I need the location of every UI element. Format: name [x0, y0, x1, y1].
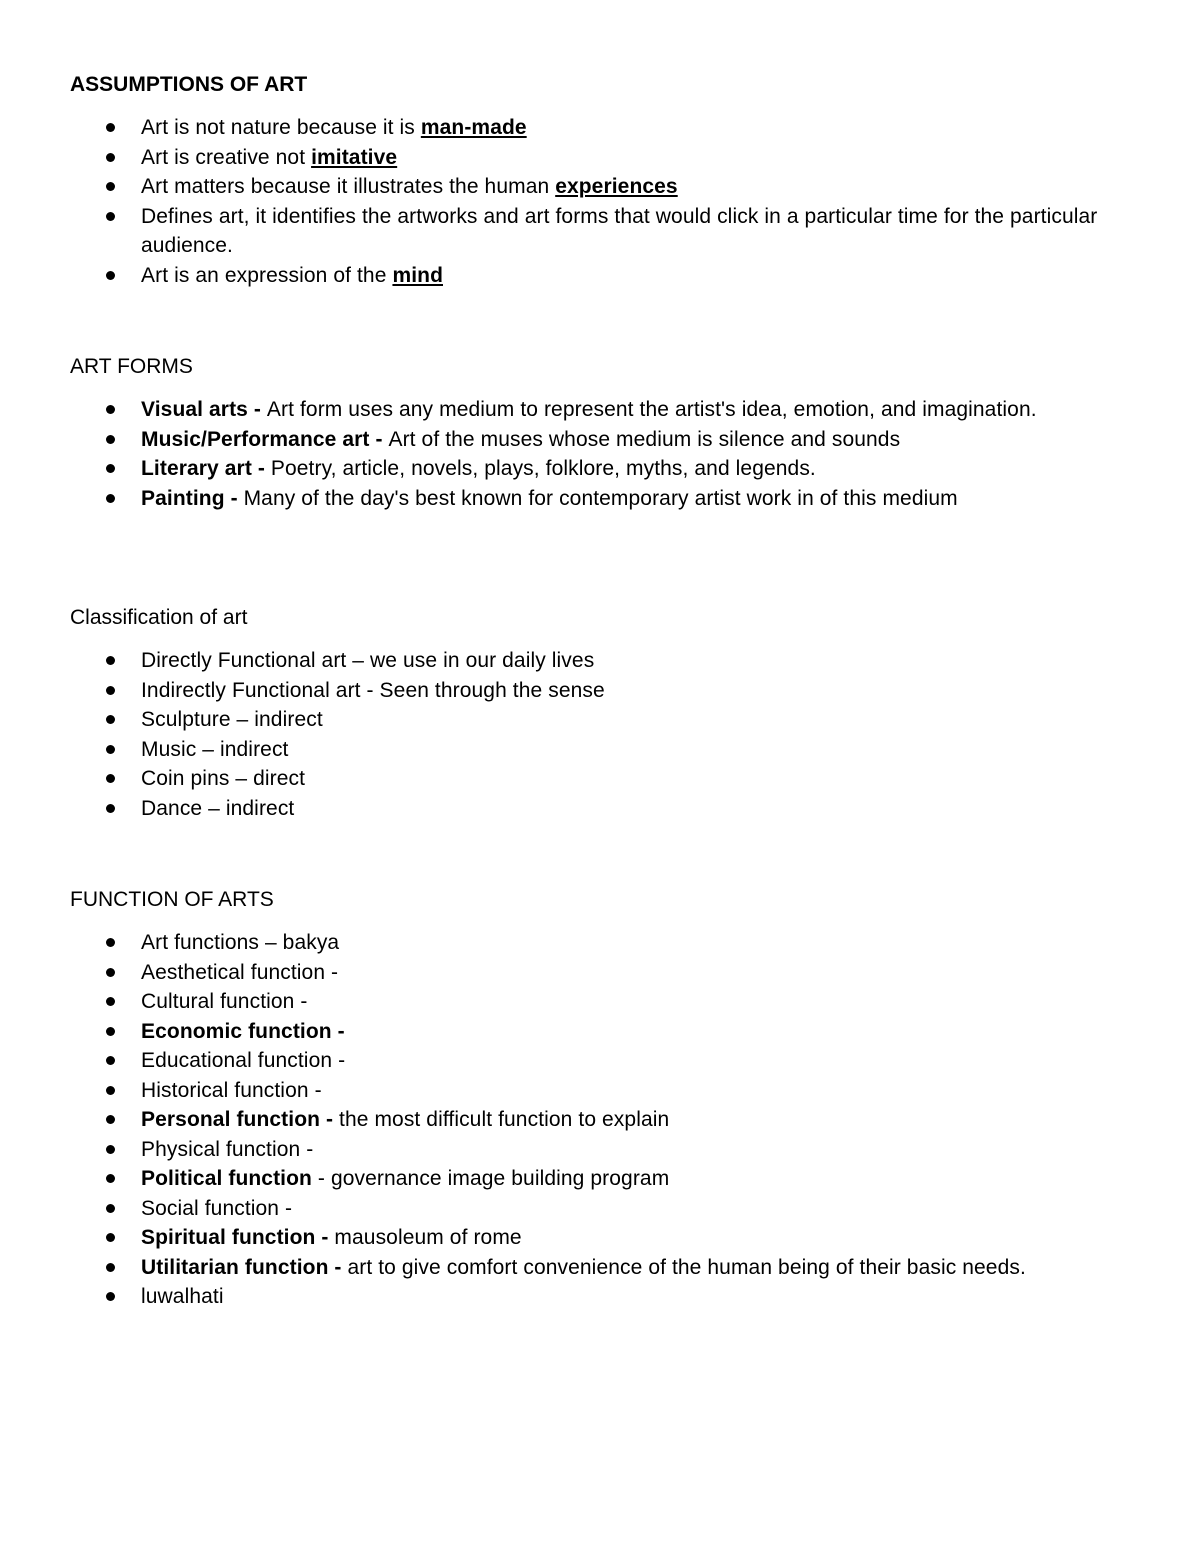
bullet-icon — [106, 212, 115, 221]
bullet-icon — [106, 1056, 115, 1065]
bullet-icon — [106, 123, 115, 132]
list-item: Defines art, it identifies the artworks and art forms that would click in a particular time for the particular audience. — [70, 202, 1130, 261]
functions-section — [70, 885, 1026, 1312]
bullet-icon — [106, 1292, 115, 1301]
assumptions-heading: ASSUMPTIONS OF ART — [70, 73, 308, 96]
bullet-icon — [106, 938, 115, 947]
list-item: Indirectly Functional art - Seen through the sense — [70, 676, 605, 706]
list-item: Visual arts - Art form uses any medium to represent the artist's idea, emotion, and imagination. — [70, 395, 1037, 425]
bullet-icon — [106, 435, 115, 444]
art-forms-section — [70, 352, 1037, 513]
list-item: Cultural function - — [70, 987, 1026, 1017]
bullet-icon — [106, 1204, 115, 1213]
art-forms-list — [70, 395, 1037, 513]
art-forms-heading: ART FORMS — [70, 355, 193, 378]
list-item: Spiritual function - mausoleum of rome — [70, 1223, 1026, 1253]
list-item: Art matters because it illustrates the human experiences — [70, 172, 1130, 202]
list-item: Dance – indirect — [70, 794, 605, 824]
bullet-icon — [106, 804, 115, 813]
bullet-icon — [106, 1145, 115, 1154]
list-item: Sculpture – indirect — [70, 705, 605, 735]
list-item: Personal function - the most difficult function to explain — [70, 1105, 1026, 1135]
list-item: Physical function - — [70, 1135, 1026, 1165]
list-item: Educational function - — [70, 1046, 1026, 1076]
functions-heading: FUNCTION OF ARTS — [70, 888, 274, 911]
bullet-icon — [106, 686, 115, 695]
bullet-icon — [106, 997, 115, 1006]
assumptions-list — [70, 113, 1130, 290]
bullet-icon — [106, 1115, 115, 1124]
classification-list — [70, 646, 605, 823]
functions-list — [70, 928, 1026, 1312]
bullet-icon — [106, 1086, 115, 1095]
bullet-icon — [106, 405, 115, 414]
list-item: Coin pins – direct — [70, 764, 605, 794]
list-item: Music – indirect — [70, 735, 605, 765]
bullet-icon — [106, 656, 115, 665]
list-item: Painting - Many of the day's best known for contemporary artist work in of this medium — [70, 484, 1037, 514]
bullet-icon — [106, 715, 115, 724]
list-item: Aesthetical function - — [70, 958, 1026, 988]
bullet-icon — [106, 464, 115, 473]
list-item: Literary art - Poetry, article, novels, plays, folklore, myths, and legends. — [70, 454, 1037, 484]
bullet-icon — [106, 153, 115, 162]
bullet-icon — [106, 271, 115, 280]
classification-section — [70, 603, 605, 823]
list-item: Art is creative not imitative — [70, 143, 1130, 173]
bullet-icon — [106, 1174, 115, 1183]
list-item: Art functions – bakya — [70, 928, 1026, 958]
classification-heading: Classification of art — [70, 606, 248, 629]
list-item: Historical function - — [70, 1076, 1026, 1106]
bullet-icon — [106, 774, 115, 783]
list-item: Art is not nature because it is man-made — [70, 113, 1130, 143]
assumptions-section — [70, 70, 1130, 290]
list-item: luwalhati — [70, 1282, 1026, 1312]
list-item: Music/Performance art - Art of the muses whose medium is silence and sounds — [70, 425, 1037, 455]
bullet-icon — [106, 1027, 115, 1036]
bullet-icon — [106, 745, 115, 754]
bullet-icon — [106, 494, 115, 503]
list-item: Utilitarian function - art to give comfort convenience of the human being of their basic needs. — [70, 1253, 1026, 1283]
bullet-icon — [106, 182, 115, 191]
bullet-icon — [106, 1263, 115, 1272]
list-item: Social function - — [70, 1194, 1026, 1224]
bullet-icon — [106, 968, 115, 977]
list-item: Political function - governance image building program — [70, 1164, 1026, 1194]
list-item: Directly Functional art – we use in our daily lives — [70, 646, 605, 676]
list-item: Art is an expression of the mind — [70, 261, 1130, 291]
list-item: Economic function - — [70, 1017, 1026, 1047]
bullet-icon — [106, 1233, 115, 1242]
